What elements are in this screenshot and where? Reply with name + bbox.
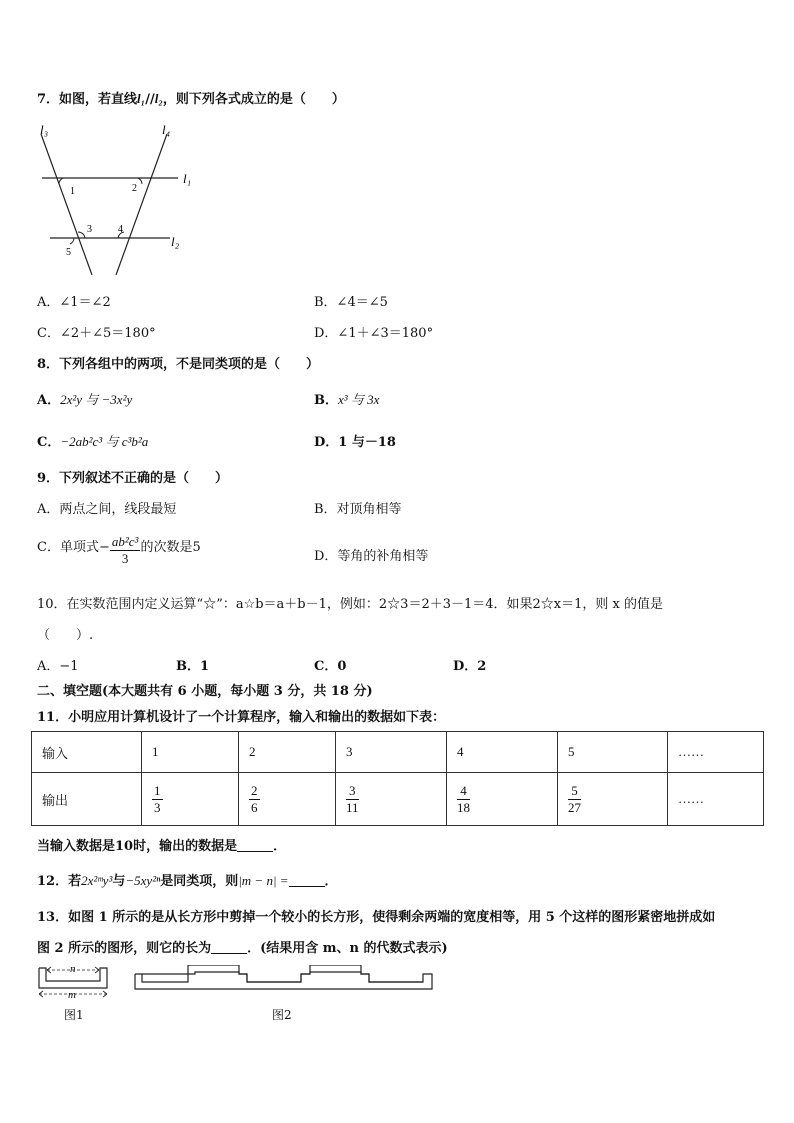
table-cell: $\frac{5}{27}$ [558, 773, 668, 826]
section-2-heading: 二、填空题(本大题共有 6 小题，每小题 3 分，共 18 分) [37, 684, 373, 699]
table-cell: 4 [447, 732, 558, 773]
table-cell: $\frac{2}{6}$ [239, 773, 336, 826]
line-l4 [116, 134, 167, 275]
q8-stem: 8．下列各组中的两项，不是同类项的是（ ） [37, 357, 320, 372]
q11-stem: 11．小明应用计算机设计了一个计算程序，输入和输出的数据如下表： [37, 710, 446, 725]
q9-option-c[interactable]: C．单项式− $\frac{\text{ab²c³}}{3}$ 的次数是5 [37, 534, 201, 566]
label-n: n [70, 963, 76, 975]
table-cell: $\frac{3}{11}$ [336, 773, 447, 826]
q10-option-a[interactable]: A．−1 [37, 659, 79, 674]
q10-stem-line2: （ ）. [37, 628, 94, 643]
q8-option-a[interactable]: A．2x²y 与 −3x²y [37, 392, 133, 408]
table-cell: …… [668, 732, 764, 773]
table-cell: 3 [336, 732, 447, 773]
q9-option-b[interactable]: B．对顶角相等 [314, 502, 402, 517]
figure-2-caption: 图2 [272, 1008, 292, 1022]
label-angle-3: 3 [87, 224, 92, 235]
q10-option-d[interactable]: D．2 [453, 659, 487, 674]
angle-arc-5 [70, 238, 74, 244]
q11-question: 当输入数据是10时，输出的数据是 ． [37, 839, 287, 854]
q7-option-c[interactable]: C．∠2＋∠5＝180° [37, 326, 156, 341]
q7-option-b[interactable]: B．∠4＝∠5 [314, 295, 388, 310]
q13-stem-line2: 图 2 所示的图形，则它的长为 ．(结果用含 m、n 的代数式表示) [37, 941, 448, 956]
q12-stem: 12．若2x²ᵐy³与−5xy²ⁿ是同类项，则|m − n| = ． [37, 873, 338, 889]
q10-option-b[interactable]: B．1 [176, 659, 210, 674]
q7-option-d[interactable]: D．∠1＋∠3＝180° [314, 326, 434, 341]
label-m: m [68, 989, 76, 1000]
label-angle-2: 2 [132, 183, 137, 194]
label-l3: l₃ [40, 122, 49, 137]
q13-answer-blank[interactable] [211, 941, 247, 954]
q9-option-d[interactable]: D．等角的补角相等 [314, 549, 429, 564]
q13-figure-1 [37, 960, 117, 1000]
q13-stem-line1: 13．如图 1 所示的是从长方形中剪掉一个较小的长方形，使得剩余两端的宽度相等，用 5 个这样的图形紧密地拼成如 [37, 910, 716, 925]
figure-1-caption: 图1 [64, 1008, 84, 1022]
q7-option-a[interactable]: A．∠1＝∠2 [37, 295, 111, 310]
angle-arc-2 [138, 178, 142, 184]
table-cell: 1 [142, 732, 239, 773]
q8-option-d[interactable]: D．1 与－18 [314, 435, 396, 450]
label-angle-5: 5 [66, 247, 71, 258]
q9-option-a[interactable]: A．两点之间，线段最短 [37, 502, 177, 517]
q10-option-c[interactable]: C．0 [314, 659, 347, 674]
angle-arc-1 [59, 178, 63, 184]
table-cell: …… [668, 773, 764, 826]
q7-stem: 7．如图，若直线l₁//l₂，则下列各式成立的是（ ） [37, 91, 345, 107]
table-cell: 输出 [32, 773, 142, 826]
q13-figure-2 [132, 965, 436, 995]
combined-outer-shape [135, 965, 432, 989]
label-l2: l₂ [171, 234, 180, 249]
label-angle-1: 1 [70, 186, 75, 197]
io-table [31, 731, 764, 826]
table-cell: 输入 [32, 732, 142, 773]
table-cell: $\frac{1}{3}$ [142, 773, 239, 826]
table-row-input [32, 732, 764, 773]
table-cell: 2 [239, 732, 336, 773]
angle-arc-3 [78, 232, 85, 238]
q8-option-c[interactable]: C．−2ab²c³ 与 c³b²a [37, 434, 149, 450]
table-cell: 5 [558, 732, 668, 773]
q9-stem: 9．下列叙述不正确的是（ ） [37, 471, 229, 486]
q7-figure [30, 118, 200, 283]
label-l1: l₁ [183, 171, 192, 186]
label-angle-4: 4 [118, 224, 123, 235]
q12-answer-blank[interactable] [289, 874, 325, 887]
table-cell: $\frac{4}{18}$ [447, 773, 558, 826]
table-row-output [32, 773, 764, 826]
q10-stem-line1: 10．在实数范围内定义运算“☆”：a☆b＝a＋b－1，例如：2☆3＝2＋3－1＝4．如果2☆x＝1，则 x 的值是 [37, 597, 663, 612]
label-l4: l₄ [162, 122, 171, 137]
q8-option-b[interactable]: B．x³ 与 3x [314, 392, 380, 408]
q11-answer-blank[interactable] [237, 839, 273, 852]
